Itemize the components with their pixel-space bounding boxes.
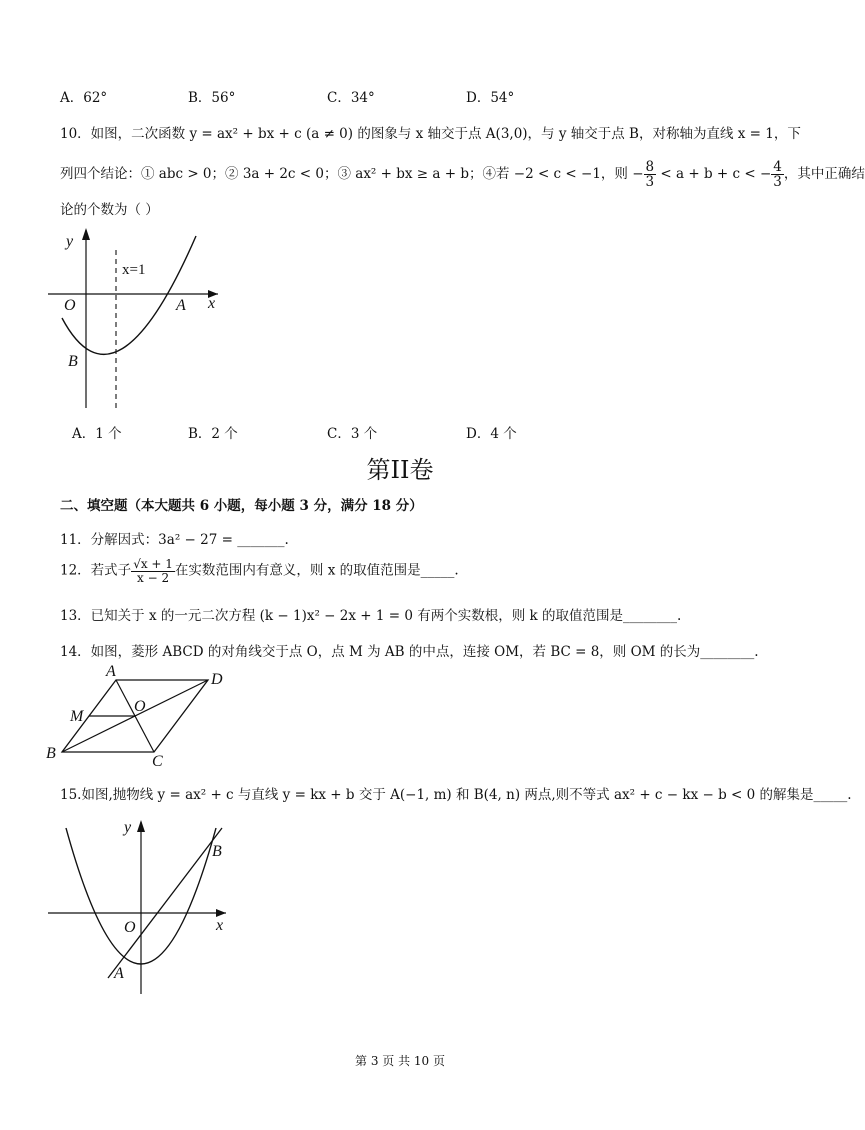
q10-frac2-num: 4 <box>773 159 782 175</box>
q14-label-b: B <box>46 745 56 762</box>
q10-line2-part-c: ，其中正确结 <box>783 166 865 183</box>
q15-label-b: B <box>212 843 222 860</box>
q15-y-arrow-icon <box>137 820 145 832</box>
q15-label-x: x <box>216 917 224 934</box>
q10-line3: 论的个数为（ ） <box>60 202 159 218</box>
q10-frac1-num: 8 <box>645 159 655 175</box>
q10-line2-part-b: < a + b + c < − <box>656 166 772 183</box>
q10-option-d: D．4 个 <box>466 426 517 442</box>
q10-frac2-den: 3 <box>773 174 782 191</box>
q10-label-o: O <box>64 297 76 314</box>
page-footer: 第 3 页 共 10 页 <box>355 1054 445 1068</box>
q12-frac-den: x − 2 <box>137 570 170 585</box>
q10-option-c: C．3 个 <box>327 426 378 442</box>
q10-option-b: B．2 个 <box>188 426 238 442</box>
q14-label-o: O <box>134 698 146 715</box>
q9-option-a: A．62° <box>60 90 108 106</box>
q15-text: 15.如图,抛物线 y = ax² + c 与直线 y = kx + b 交于 A(−1, m) 和 B(4, n) 两点,则不等式 ax² + c − kx − b < 0 的解集是_____. <box>60 787 852 803</box>
section-heading: 二、填空题（本大题共 6 小题，每小题 3 分，满分 18 分） <box>60 498 423 514</box>
q15-label-o: O <box>124 919 136 936</box>
q10-line2-part-a: 列四个结论：① abc > 0；② 3a + 2c < 0；③ ax² + bx ≥ a + b；④若 −2 < c < −1，则 − <box>60 166 644 183</box>
q11-text: 11．分解因式：3a² − 27 = _______. <box>60 532 289 548</box>
q15-x-arrow-icon <box>216 909 226 917</box>
q10-label-a: A <box>176 297 186 314</box>
q9-option-b: B．56° <box>188 90 236 106</box>
q10-label-x: x <box>208 295 216 312</box>
q15-label-a: A <box>114 965 124 982</box>
q10-option-a: A．1 个 <box>72 426 122 442</box>
q9-option-c: C．34° <box>327 90 375 106</box>
q10-frac1-den: 3 <box>645 174 655 191</box>
section-title: 第II卷 <box>366 456 434 484</box>
q14-text: 14．如图，菱形 ABCD 的对角线交于点 O，点 M 为 AB 的中点，连接 OM，若 BC = 8，则 OM 的长为________. <box>60 644 759 660</box>
q14-label-c: C <box>152 753 163 770</box>
q12-frac-num: √x + 1 <box>133 557 173 571</box>
q9-option-d: D．54° <box>466 90 515 106</box>
q10-label-y: y <box>66 233 74 250</box>
q10-line1: 10．如图，二次函数 y = ax² + bx + c (a ≠ 0) 的图象与 x 轴交于点 A(3,0)，与 y 轴交于点 B，对称轴为直线 x = 1，下 <box>60 126 801 142</box>
q13-text: 13．已知关于 x 的一元二次方程 (k − 1)x² − 2x + 1 = 0 有两个实数根，则 k 的取值范围是________. <box>60 608 682 624</box>
q10-label-b: B <box>68 353 78 370</box>
q14-label-a: A <box>106 663 116 680</box>
q15-label-y: y <box>124 819 132 836</box>
q15-line <box>108 828 222 978</box>
q14-label-d: D <box>211 671 223 688</box>
q14-label-m: M <box>70 708 84 725</box>
q12-prefix: 12．若式子 <box>60 562 132 579</box>
q10-label-axis: x=1 <box>122 262 146 278</box>
q12-suffix: 在实数范围内有意义，则 x 的取值范围是_____. <box>174 562 459 579</box>
